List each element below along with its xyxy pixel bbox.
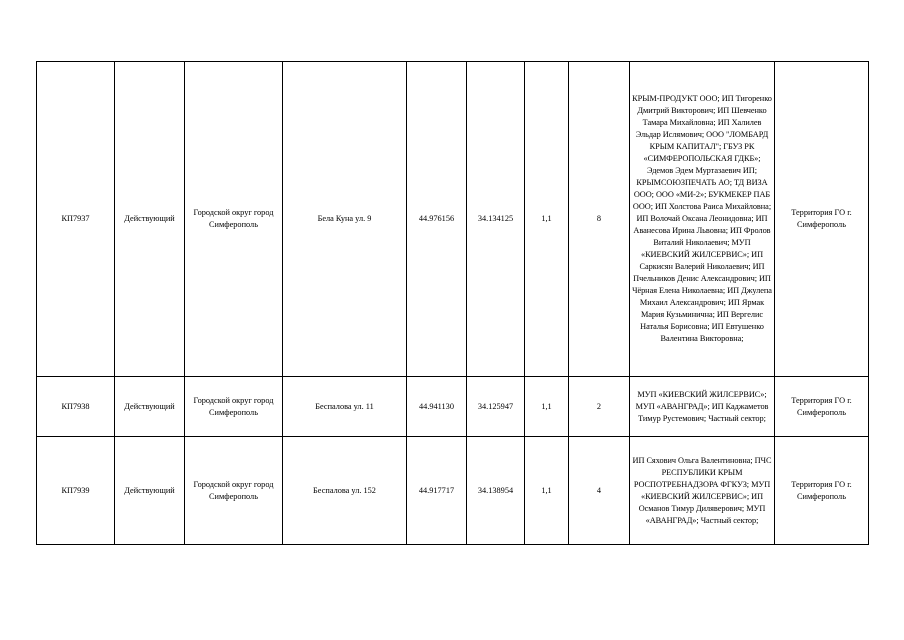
organizations-cell: МУП «КИЕВСКИЙ ЖИЛСЕРВИС»; МУП «АВАНГРАД»; ИП Каджаметов Тимур Рустемович; Частный сектор; bbox=[630, 377, 775, 437]
table-row bbox=[37, 437, 869, 545]
point-code: КП7939 bbox=[37, 437, 115, 545]
container-count-cell: 4 bbox=[569, 437, 630, 545]
organizations-cell: КРЫМ-ПРОДУКТ ООО; ИП Тигоренко Дмитрий Викторович; ИП Шевченко Тамара Михайловна; ИП Халилев Эльдар Ислямович; ООО "ЛОМБАРД КРЫМ КАПИТАЛ"; ГБУЗ РК «СИМФЕРОПОЛЬСКАЯ ГДКБ»; Эдемов Эдем Муртазаевич ИП; КРЫМСОЮЗПЕЧАТЬ АО; ТД ВИЗА ООО; ООО «МИ-2»; БУКМЕКЕР ПАБ ООО; ИП Холстова Раиса Михайловна; ИП Волочай Оксана Леонидовна; ИП Аванесова Ирина Львовна; ИП Фролов Виталий Николаевич; МУП «КИЕВСКИЙ ЖИЛСЕРВИС»; ИП Саркисян Валерий Николаевич; ИП Пчельников Денис Александрович; ИП Чёрная Елена Николаевна; ИП Джулепа Михаил Александрович; ИП Ярмак Мария Кузьминична; ИП Вергелис Наталья Борисовна; ИП Евтушенко Валентина Викторовна; bbox=[630, 62, 775, 377]
address-cell: Беспалова ул. 152 bbox=[283, 437, 407, 545]
status-cell: Действующий bbox=[115, 62, 185, 377]
latitude-cell: 44.941130 bbox=[407, 377, 467, 437]
status-cell: Действующий bbox=[115, 437, 185, 545]
point-code: КП7938 bbox=[37, 377, 115, 437]
latitude-cell: 44.976156 bbox=[407, 62, 467, 377]
district-cell: Городской округ город Симферополь bbox=[185, 62, 283, 377]
point-code: КП7937 bbox=[37, 62, 115, 377]
longitude-cell: 34.134125 bbox=[467, 62, 525, 377]
territory-cell: Территория ГО г. Симферополь bbox=[775, 437, 869, 545]
address-cell: Бела Куна ул. 9 bbox=[283, 62, 407, 377]
table-row bbox=[37, 62, 869, 377]
latitude-cell: 44.917717 bbox=[407, 437, 467, 545]
volume-cell: 1,1 bbox=[525, 62, 569, 377]
container-count-cell: 2 bbox=[569, 377, 630, 437]
registry-table bbox=[36, 61, 869, 545]
address-cell: Беспалова ул. 11 bbox=[283, 377, 407, 437]
territory-cell: Территория ГО г. Симферополь bbox=[775, 62, 869, 377]
volume-cell: 1,1 bbox=[525, 437, 569, 545]
district-cell: Городской округ город Симферополь bbox=[185, 377, 283, 437]
longitude-cell: 34.125947 bbox=[467, 377, 525, 437]
district-cell: Городской округ город Симферополь bbox=[185, 437, 283, 545]
longitude-cell: 34.138954 bbox=[467, 437, 525, 545]
status-cell: Действующий bbox=[115, 377, 185, 437]
volume-cell: 1,1 bbox=[525, 377, 569, 437]
table-row bbox=[37, 377, 869, 437]
organizations-cell: ИП Сяхович Ольга Валентиновна; ПЧС РЕСПУБЛИКИ КРЫМ РОСПОТРЕБНАДЗОРА ФГКУЗ; МУП «КИЕВСКИЙ ЖИЛСЕРВИС»; ИП Османов Тимур Диляверович; МУП «АВАНГРАД»; Частный сектор; bbox=[630, 437, 775, 545]
territory-cell: Территория ГО г. Симферополь bbox=[775, 377, 869, 437]
container-count-cell: 8 bbox=[569, 62, 630, 377]
